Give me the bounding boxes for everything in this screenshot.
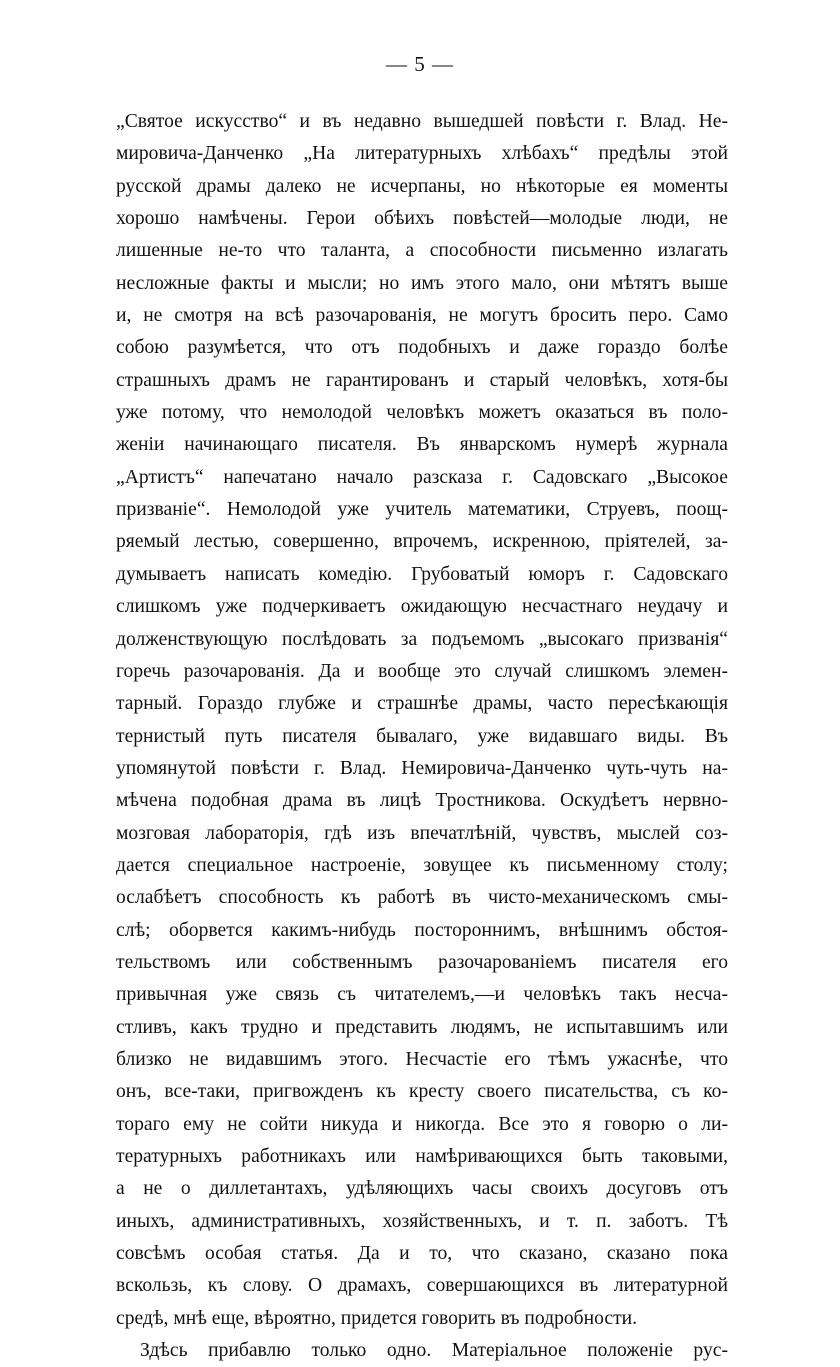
text-line: тораго ему не сойти никуда и никогда. Все это я говорю о ли- — [116, 1113, 728, 1135]
text-line: средѣ, мнѣ еще, вѣроятно, придется говорить въ подробности. — [116, 1307, 638, 1329]
text-line: иныхъ, административныхъ, хозяйственныхъ, и т. п. заботъ. Тѣ — [116, 1210, 728, 1232]
text-line: „Святое искусство“ и въ недавно вышедшей повѣсти г. Влад. Не- — [116, 111, 728, 132]
text-line: тарный. Гораздо глубже и страшнѣе драмы, часто пересѣкающія — [116, 693, 728, 715]
text-line: и, не смотря на всѣ разочарованія, не могутъ бросить перо. Само — [116, 305, 728, 327]
page-number: — 5 — — [386, 52, 454, 76]
text-line: ряемый лестью, совершенно, впрочемъ, искренною, пріятелей, за- — [116, 531, 728, 553]
text-line: тернистый путь писателя бывалаго, уже видавшаго виды. Въ — [116, 725, 728, 747]
text-line: горечь разочарованія. Да и вообще это случай слишкомъ элемен- — [116, 660, 728, 682]
text-line: тературныхъ работникахъ или намѣривающихся быть таковыми, — [116, 1146, 728, 1167]
text-line: долженствующую послѣдовать за подъемомъ „высокаго призванія“ — [116, 628, 728, 650]
text-line: „Артистъ“ напечатано начало разсказа г. Садовскаго „Высокое — [116, 466, 728, 488]
text-line: тельствомъ или собственнымъ разочарованіемъ писателя его — [116, 951, 728, 973]
text-line: русской драмы далеко не исчерпаны, но нѣкоторые ея моменты — [116, 175, 728, 197]
text-line: собою разумѣется, что отъ подобныхъ и даже гораздо болѣе — [116, 337, 728, 359]
text-line: совсѣмъ особая статья. Да и то, что сказано, сказано пока — [116, 1243, 728, 1265]
text-line: дается специальное настроеніе, зовущее къ письменному столу; — [116, 854, 728, 876]
text-line: лишенные не-то что таланта, а способности письменно излагать — [116, 240, 728, 262]
text-line: стливъ, какъ трудно и представить людямъ, не испытавшимъ или — [116, 1016, 728, 1038]
text-line: привычная уже связь съ читателемъ,—и человѣкъ такъ несча- — [116, 984, 728, 1006]
text-line: слѣ; оборвется какимъ-нибудь постороннимъ, внѣшнимъ обстоя- — [116, 919, 728, 941]
text-line: хорошо намѣчены. Герои обѣихъ повѣстей—молодые люди, не — [116, 208, 728, 230]
text-line: мировича-Данченко „На литературныхъ хлѣбахъ“ предѣлы этой — [116, 143, 728, 165]
body-text — [116, 106, 728, 1367]
text-line: женіи начинающаго писателя. Въ январскомъ нумерѣ журнала — [116, 434, 728, 456]
text-line: уже потому, что немолодой человѣкъ можетъ оказаться въ поло- — [116, 402, 728, 424]
text-line: близко не видавшимъ этого. Несчастіе его тѣмъ ужаснѣе, что — [116, 1048, 728, 1070]
text-line: мѣчена подобная драма въ лицѣ Тростникова. Оскудѣетъ нервно- — [116, 790, 728, 812]
text-line: думываетъ написать комедію. Грубоватый юморъ г. Садовскаго — [116, 563, 728, 585]
text-line: мозговая лабораторія, гдѣ изъ впечатлѣній, чувствъ, мыслей соз- — [116, 822, 728, 844]
text-line: вскользь, къ слову. О драмахъ, совершающихся въ литературной — [116, 1275, 728, 1297]
text-line: Здѣсь прибавлю только одно. Матеріальное положеніе рус- — [140, 1340, 728, 1362]
text-line: страшныхъ драмъ не гарантированъ и старый человѣкъ, хотя-бы — [116, 369, 728, 391]
text-line: несложные факты и мысли; но имъ этого мало, они мѣтятъ выше — [116, 272, 728, 294]
text-line: упомянутой повѣсти г. Влад. Немировича-Данченко чуть-чуть на- — [116, 757, 728, 779]
text-line: слишкомъ уже подчеркиваетъ ожидающую несчастнаго неудачу и — [116, 596, 728, 618]
text-line: призваніе“. Немолодой уже учитель математики, Струевъ, поощ- — [116, 499, 728, 521]
text-line: а не о диллетантахъ, удѣляющихъ часы своихъ досуговъ отъ — [116, 1178, 728, 1200]
text-line: онъ, все-таки, пригвожденъ къ кресту своего писательства, съ ко- — [116, 1081, 728, 1103]
text-line: ослабѣетъ способность къ работѣ въ чисто-механическомъ смы- — [116, 887, 728, 909]
